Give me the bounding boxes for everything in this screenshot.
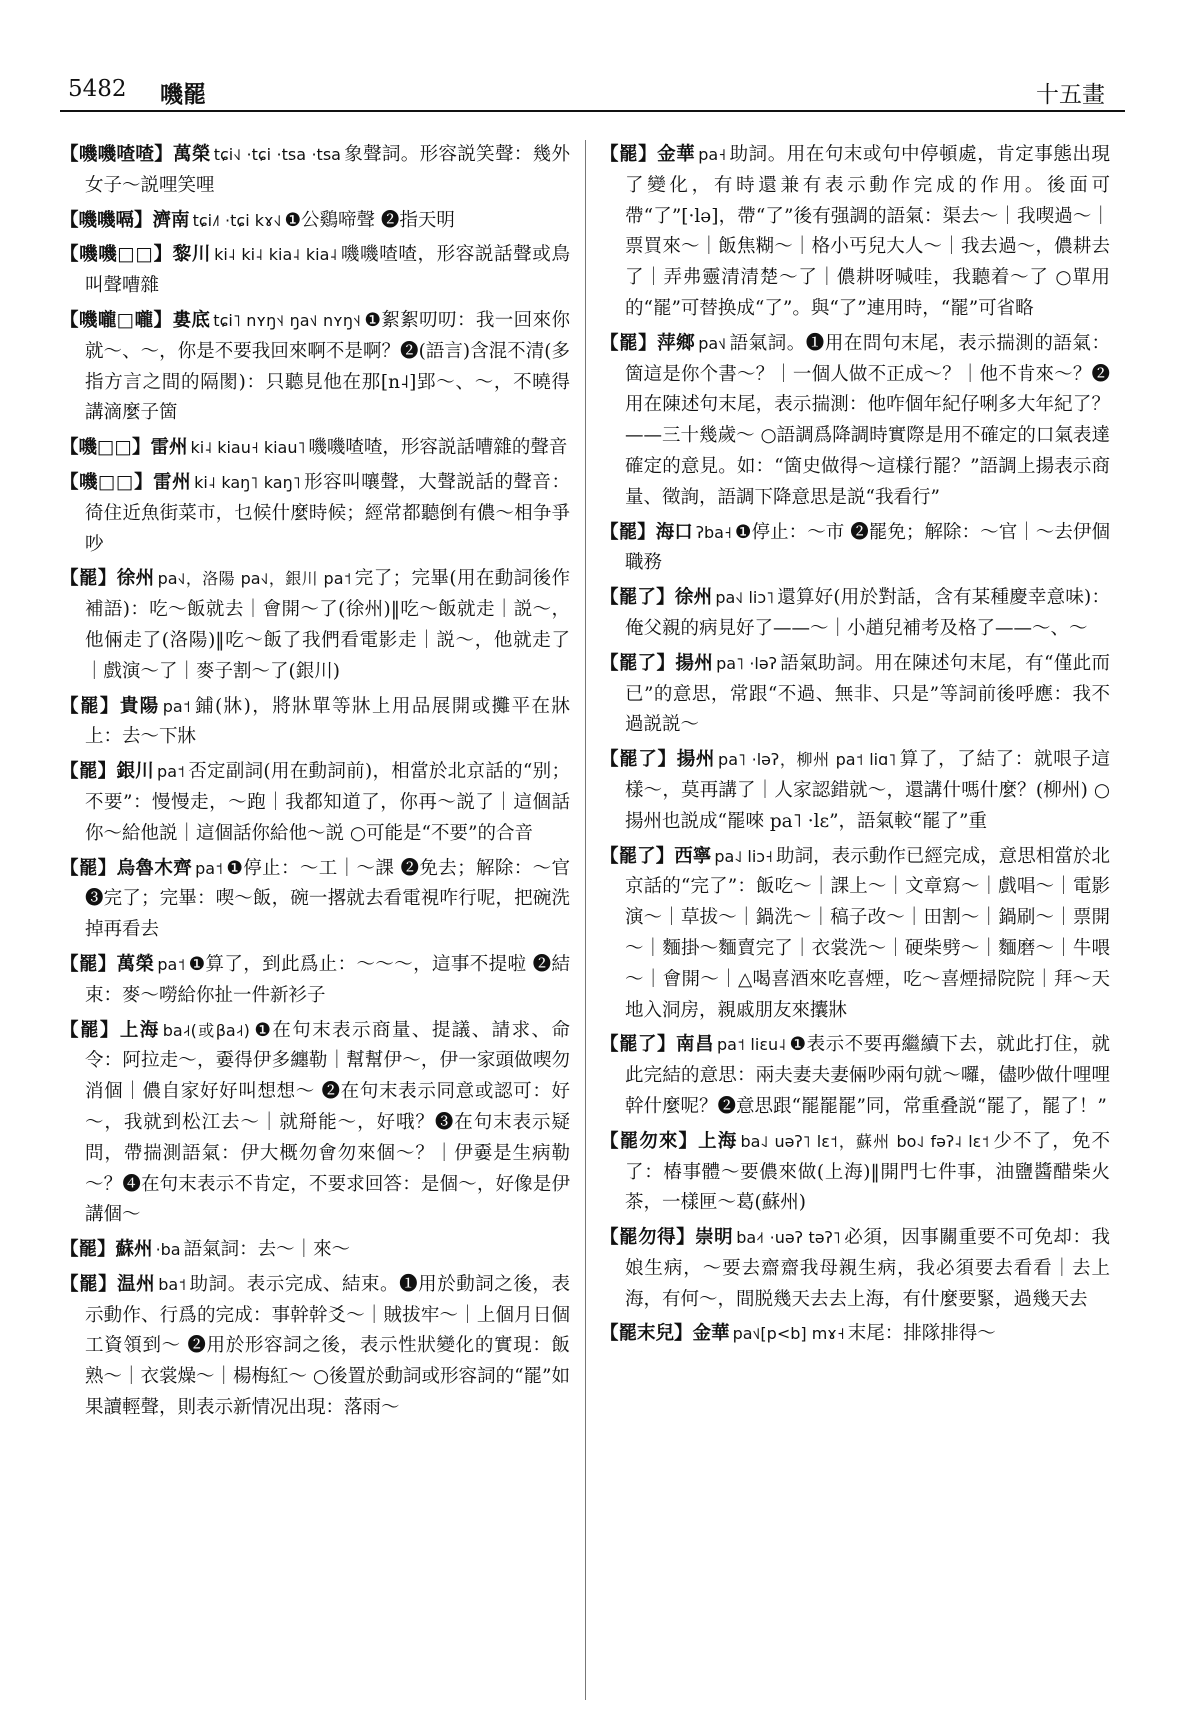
dictionary-entry	[60, 692, 570, 754]
entry-place: 黎川	[172, 244, 212, 266]
entry-place: 萬榮	[173, 144, 211, 165]
entry-place: 雷州	[150, 437, 188, 459]
entry-ipa: ki˨ kiau˧ kiau˥	[190, 438, 306, 458]
page-number: 5482	[68, 76, 127, 102]
dictionary-entry	[60, 206, 570, 237]
entry-head: 【 罷末兒 】	[600, 1323, 693, 1344]
dictionary-entry	[60, 950, 570, 1012]
entry-body: 鋪(牀)，將牀單等牀上用品展開或攤平在牀上：去～下牀	[85, 695, 570, 748]
entry-head: 【 罷勿得 】	[600, 1227, 695, 1248]
entry-head: 【 罷勿來 】	[600, 1131, 698, 1152]
entry-body: 象聲詞。形容説笑聲：幾外女子～説哩笑哩	[85, 144, 570, 196]
dictionary-entry	[60, 468, 570, 560]
entry-body: 必須，因事關重要不可免却：我娘生病，～要去齋齋我母親生病，我必須要去看看｜去上海，有何～，間脱幾天去去上海，有什麼要緊，過幾天去	[625, 1227, 1110, 1310]
entry-head: 【 嘰嘰喳喳 】	[60, 144, 173, 165]
dictionary-entry	[600, 329, 1110, 514]
section-label: 十五畫	[1036, 82, 1105, 108]
entry-place: 揚州	[675, 652, 714, 674]
right-column	[600, 140, 1110, 1700]
dictionary-entry	[60, 140, 570, 202]
dictionary-entry	[60, 757, 570, 849]
entry-body: ❶算了，到此爲止：～～～，這事不提啦 ❷結束：麥～嘮給你扯一件新衫子	[85, 953, 570, 1006]
entry-ipa: pa˥ ·ləʔ，柳州 pa˦ liɑ˥	[718, 750, 897, 770]
entry-head: 【 罷 】	[60, 1239, 116, 1260]
entry-ipa: pa˦˩	[698, 333, 727, 353]
entry-head: 【 罷了 】	[600, 587, 675, 608]
entry-place: 萬榮	[116, 953, 155, 975]
entry-place: 貴陽	[119, 695, 160, 717]
entry-ipa: ba˦	[158, 1274, 187, 1294]
entry-place: 徐州	[116, 568, 155, 590]
dictionary-entry	[60, 433, 570, 464]
dictionary-entry	[600, 649, 1110, 741]
entry-place: 蘇州	[115, 1239, 153, 1261]
dictionary-entry	[600, 518, 1110, 580]
entry-head: 【 罷 】	[60, 568, 117, 589]
left-column	[60, 140, 570, 1700]
entry-place: 烏魯木齊	[116, 857, 193, 879]
entry-place: 南昌	[676, 1034, 714, 1056]
entry-place: 海口	[655, 521, 693, 543]
entry-body: 助詞。用在句末或句中停頓處，肯定事態出現了變化，有時還兼有表示動作完成的作用。後面可帶“了”[·lə]，帶“了”後有强調的語氣：渠去～｜我喫過～｜票買來～｜飯焦糊～｜格小丐兒大人～｜我去過～，儂耕去了｜弄弗靈清清楚～了｜儂耕呀喊哇，我聽着～了 ○單用的“罷”可替换成“了”。與“了”連用時，“罷”可省略	[625, 144, 1110, 319]
entry-place: 上海	[698, 1130, 738, 1152]
entry-body: 末尾：排隊排得～	[847, 1323, 996, 1345]
entry-head: 【 罷 】	[60, 954, 117, 975]
entry-ipa: ba˨˦ ·uəʔ təʔ˥	[736, 1228, 841, 1248]
entry-ipa: pa˨˩ liɔ˧	[714, 846, 773, 866]
entry-ipa: pa˦	[157, 954, 186, 974]
entry-place: 崇明	[695, 1227, 734, 1249]
entry-place: 揚州	[676, 749, 716, 771]
entry-body: ❶公鷄啼聲 ❷指天明	[284, 209, 455, 231]
dictionary-entry	[60, 564, 570, 687]
entry-body: ❶停止：～市 ❷罷免；解除：～官｜～去伊個職務	[625, 521, 1110, 574]
entry-ipa: ʔba˧	[695, 522, 732, 542]
entry-head: 【 罷 】	[600, 333, 657, 354]
dictionary-entry	[60, 1235, 570, 1266]
entry-body: 形容叫嚷聲，大聲説話的聲音：徛住近魚街菜市，乜候什麼時候；經常都聽倒有儂～相争爭吵	[85, 471, 570, 555]
entry-head: 【 嘰□□ 】	[60, 472, 153, 493]
entry-body: 完了；完畢(用在動詞後作補語)：吃～飯就去｜會開～了(徐州)‖吃～飯就走｜説～，他倆走了(洛陽)‖吃～飯了我們看電影走｜説～，他就走了｜戲演～了｜麥子割～了(銀川)	[85, 568, 570, 682]
entry-head: 【 罷了 】	[600, 1034, 676, 1055]
entry-body: 語氣助詞。用在陳述句末尾，有“僅此而已”的意思，常跟“不過、無非、只是”等詞前後呼應：我不過説説～	[625, 652, 1110, 736]
dictionary-entry	[600, 1127, 1110, 1219]
column-divider	[585, 140, 586, 1700]
entry-body: ❶絮絮叨叨：我一回來你就～、～，你是不要我回來啊不是啊？❷(語言)含混不清(多指方言之間的隔閡)：只聽見他在那[n˨]郢～、～，不曉得講滴麼子箇	[85, 309, 570, 424]
entry-body: 嘰嘰喳喳，形容説話聲或鳥叫聲嘈雜	[85, 244, 570, 297]
entry-head: 【 罷 】	[60, 696, 120, 717]
entry-place: 銀川	[116, 761, 155, 783]
entry-head: 【 罷 】	[600, 144, 657, 165]
dictionary-entry	[600, 1319, 1110, 1350]
entry-ipa: pa˥ ·ləʔ	[716, 653, 777, 673]
entry-body: 還算好(用於對話，含有某種慶幸意味)：俺父親的病見好了——～｜小趙兒補考及格了——～、～	[625, 587, 1110, 639]
entry-body: ❶表示不要再繼續下去，就此打住，就此完結的意思：兩夫妻夫妻倆吵兩句就～囉，儘吵做什哩哩幹什麼呢？❷意思跟“罷罷罷”同，常重叠説“罷了，罷了！”	[625, 1034, 1110, 1117]
entry-ipa: pa˧	[698, 145, 727, 164]
entry-ipa: pa˦	[195, 858, 223, 878]
entry-place: 金華	[692, 1323, 730, 1345]
entry-body: 少不了，免不了：樁事體～要儂來做(上海)‖開門七件事，油鹽醬醋柴火茶，一樣匣～葛(蘇州)	[625, 1130, 1110, 1214]
entry-place: 雷州	[153, 471, 192, 493]
dictionary-entry	[600, 583, 1110, 645]
entry-head: 【 罷了 】	[600, 653, 675, 674]
entry-head: 【 罷了 】	[600, 846, 674, 867]
entry-place: 婁底	[172, 309, 211, 331]
entry-head: 【 罷了 】	[600, 749, 677, 770]
entry-ipa: ba˨˩ uəʔ˥ lɛ˦，蘇州 bo˨˩ fəʔ˨ lɛ˦	[740, 1131, 990, 1151]
dictionary-entry	[600, 140, 1110, 325]
entry-body: 嘰嘰喳喳，形容説話嘈雜的聲音	[308, 437, 568, 459]
entry-place: 萍鄉	[657, 332, 696, 354]
entry-ipa: pa˦ liɛu˨	[717, 1035, 787, 1055]
entry-head: 【 罷 】	[60, 761, 116, 782]
dictionary-entry	[600, 745, 1110, 837]
entry-body: 算了，了結了：就哏子這樣～，莫再講了｜人家認錯就～，還講什嗎什麼？(柳州) ○揚州也説成“罷唻 pa˥ ·lɛ”，語氣較“罷了”重	[625, 749, 1110, 832]
entry-head: 【 罷 】	[60, 1020, 120, 1041]
entry-place: 徐州	[674, 587, 713, 609]
entry-ipa: pa˦	[157, 762, 185, 782]
entry-ipa: ·ba	[155, 1240, 181, 1260]
entry-ipa: tɕi˧˩ ·tɕi ·tsa ·tsa	[213, 145, 341, 164]
dictionary-entry	[60, 240, 570, 302]
entry-body: ❶停止：～工｜～課 ❷免去；解除：～官 ❸完了；完畢：喫～飯，碗一撂就去看電視咋行呢，把碗洗掉再看去	[85, 857, 570, 941]
entry-ipa: ki˨ ki˨ kia˨ kia˨	[214, 245, 338, 265]
dictionary-entry	[600, 1030, 1110, 1122]
dictionary-entry	[600, 842, 1110, 1027]
dictionary-entry	[60, 306, 570, 429]
entry-head: 【 嘰嘰□□ 】	[60, 244, 173, 265]
dictionary-entry	[60, 1270, 570, 1424]
entry-place: 金華	[657, 144, 696, 165]
entry-head: 【 嘰嘰嗝 】	[60, 210, 153, 231]
entry-ipa: tɕi˥ nʏŋ˦˨ ŋa˦˩ nʏŋ˦˨	[213, 310, 361, 330]
entry-body: 語氣詞。❶用在問句末尾，表示揣測的語氣：箇這是你个書～？｜一個人做不正成～？｜他不肯來～？❷用在陳述句末尾，表示揣測：他咋個年紀仔唎多大年紀了？——三十幾歲～ ○語調爲降調時實際是用不確定的口氣表達確定的意見。如：“箇史做得～這樣行罷？”語調上揚表示商量、徵詢，語調下降意思是説“我看行”	[625, 332, 1110, 508]
entry-head: 【 嘰□□ 】	[60, 437, 151, 458]
dictionary-entry	[600, 1223, 1110, 1315]
entry-place: 濟南	[152, 209, 190, 231]
entry-body: ❶在句末表示商量、提議、請求、命令：阿拉走～，嫑得伊多纏勒｜幫幫伊～，伊一家頭做喫勿消個｜儂自家好好叫想想～ ❷在句末表示同意或認可：好～，我就到松江去～｜就搿能～，好哦？❸在句末表示疑問，帶揣測語氣：伊大概勿會勿來個～？｜伊嫑是生病勒～？❹在句末表示不肯定，不要求回答：是個～，好像是伊講個～	[85, 1019, 570, 1226]
entry-place: 上海	[119, 1019, 160, 1041]
header-rule	[60, 110, 1125, 112]
entry-ipa: pa˧˩ liɔ˥	[715, 588, 775, 608]
header-headword: 嘰罷	[160, 81, 206, 108]
page-header	[60, 70, 1125, 106]
entry-head: 【 罷 】	[60, 858, 117, 879]
entry-head: 【 嘰嚨□嚨 】	[60, 310, 172, 331]
entry-place: 西寧	[674, 845, 712, 867]
entry-ipa: pa˦˩[p<b] mɤ˧	[732, 1324, 845, 1344]
entry-ipa: ki˨ kaŋ˥ kaŋ˥	[194, 472, 301, 492]
entry-body: 助詞。表示完成、結束。❶用於動詞之後，表示動作、行爲的完成：事幹幹爻～｜賊拔牢～｜上個月日個工資領到～ ❷用於形容詞之後，表示性狀變化的實現：飯熟～｜衣裳燥～｜楊梅紅～ ○後置於動詞或形容詞的“罷”如果讀輕聲，則表示新情况出現：落雨～	[85, 1273, 570, 1419]
entry-ipa: tɕi˩˥ ·tɕi kɤ˧˩	[192, 210, 282, 230]
dictionary-entry	[60, 854, 570, 946]
entry-ipa: pa˦	[162, 696, 191, 716]
entry-head: 【 罷 】	[600, 522, 656, 543]
entry-body: 語氣詞：去～｜來～	[183, 1239, 351, 1261]
entry-ipa: pa˧˩，洛陽 pa˧˩，銀川 pa˦	[157, 569, 352, 589]
entry-place: 温州	[117, 1273, 156, 1295]
entry-head: 【 罷 】	[60, 1274, 117, 1295]
entry-body: 助詞，表示動作已經完成，意思相當於北京話的“完了”：飯吃～｜課上～｜文章寫～｜戲唱～｜電影演～｜草拔～｜鍋洗～｜稿子改～｜田割～｜鍋刷～｜票開～｜麵掛～麵賣完了｜衣裳洗～｜硬柴劈～｜麵磨～｜牛喂～｜會開～｜△喝喜酒來吃喜煙，吃～喜煙掃院院｜拜～天地入洞房，親戚朋友來攮牀	[625, 845, 1110, 1021]
entry-body: 否定副詞(用在動詞前)，相當於北京話的“别；不要”：慢慢走，～跑｜我都知道了，你再～説了｜這個話你～給他説｜這個話你給他～説 ○可能是“不要”的合音	[85, 761, 570, 844]
entry-ipa: ba˨˧(或βa˨˧)	[162, 1020, 250, 1040]
dictionary-entry	[60, 1016, 570, 1232]
